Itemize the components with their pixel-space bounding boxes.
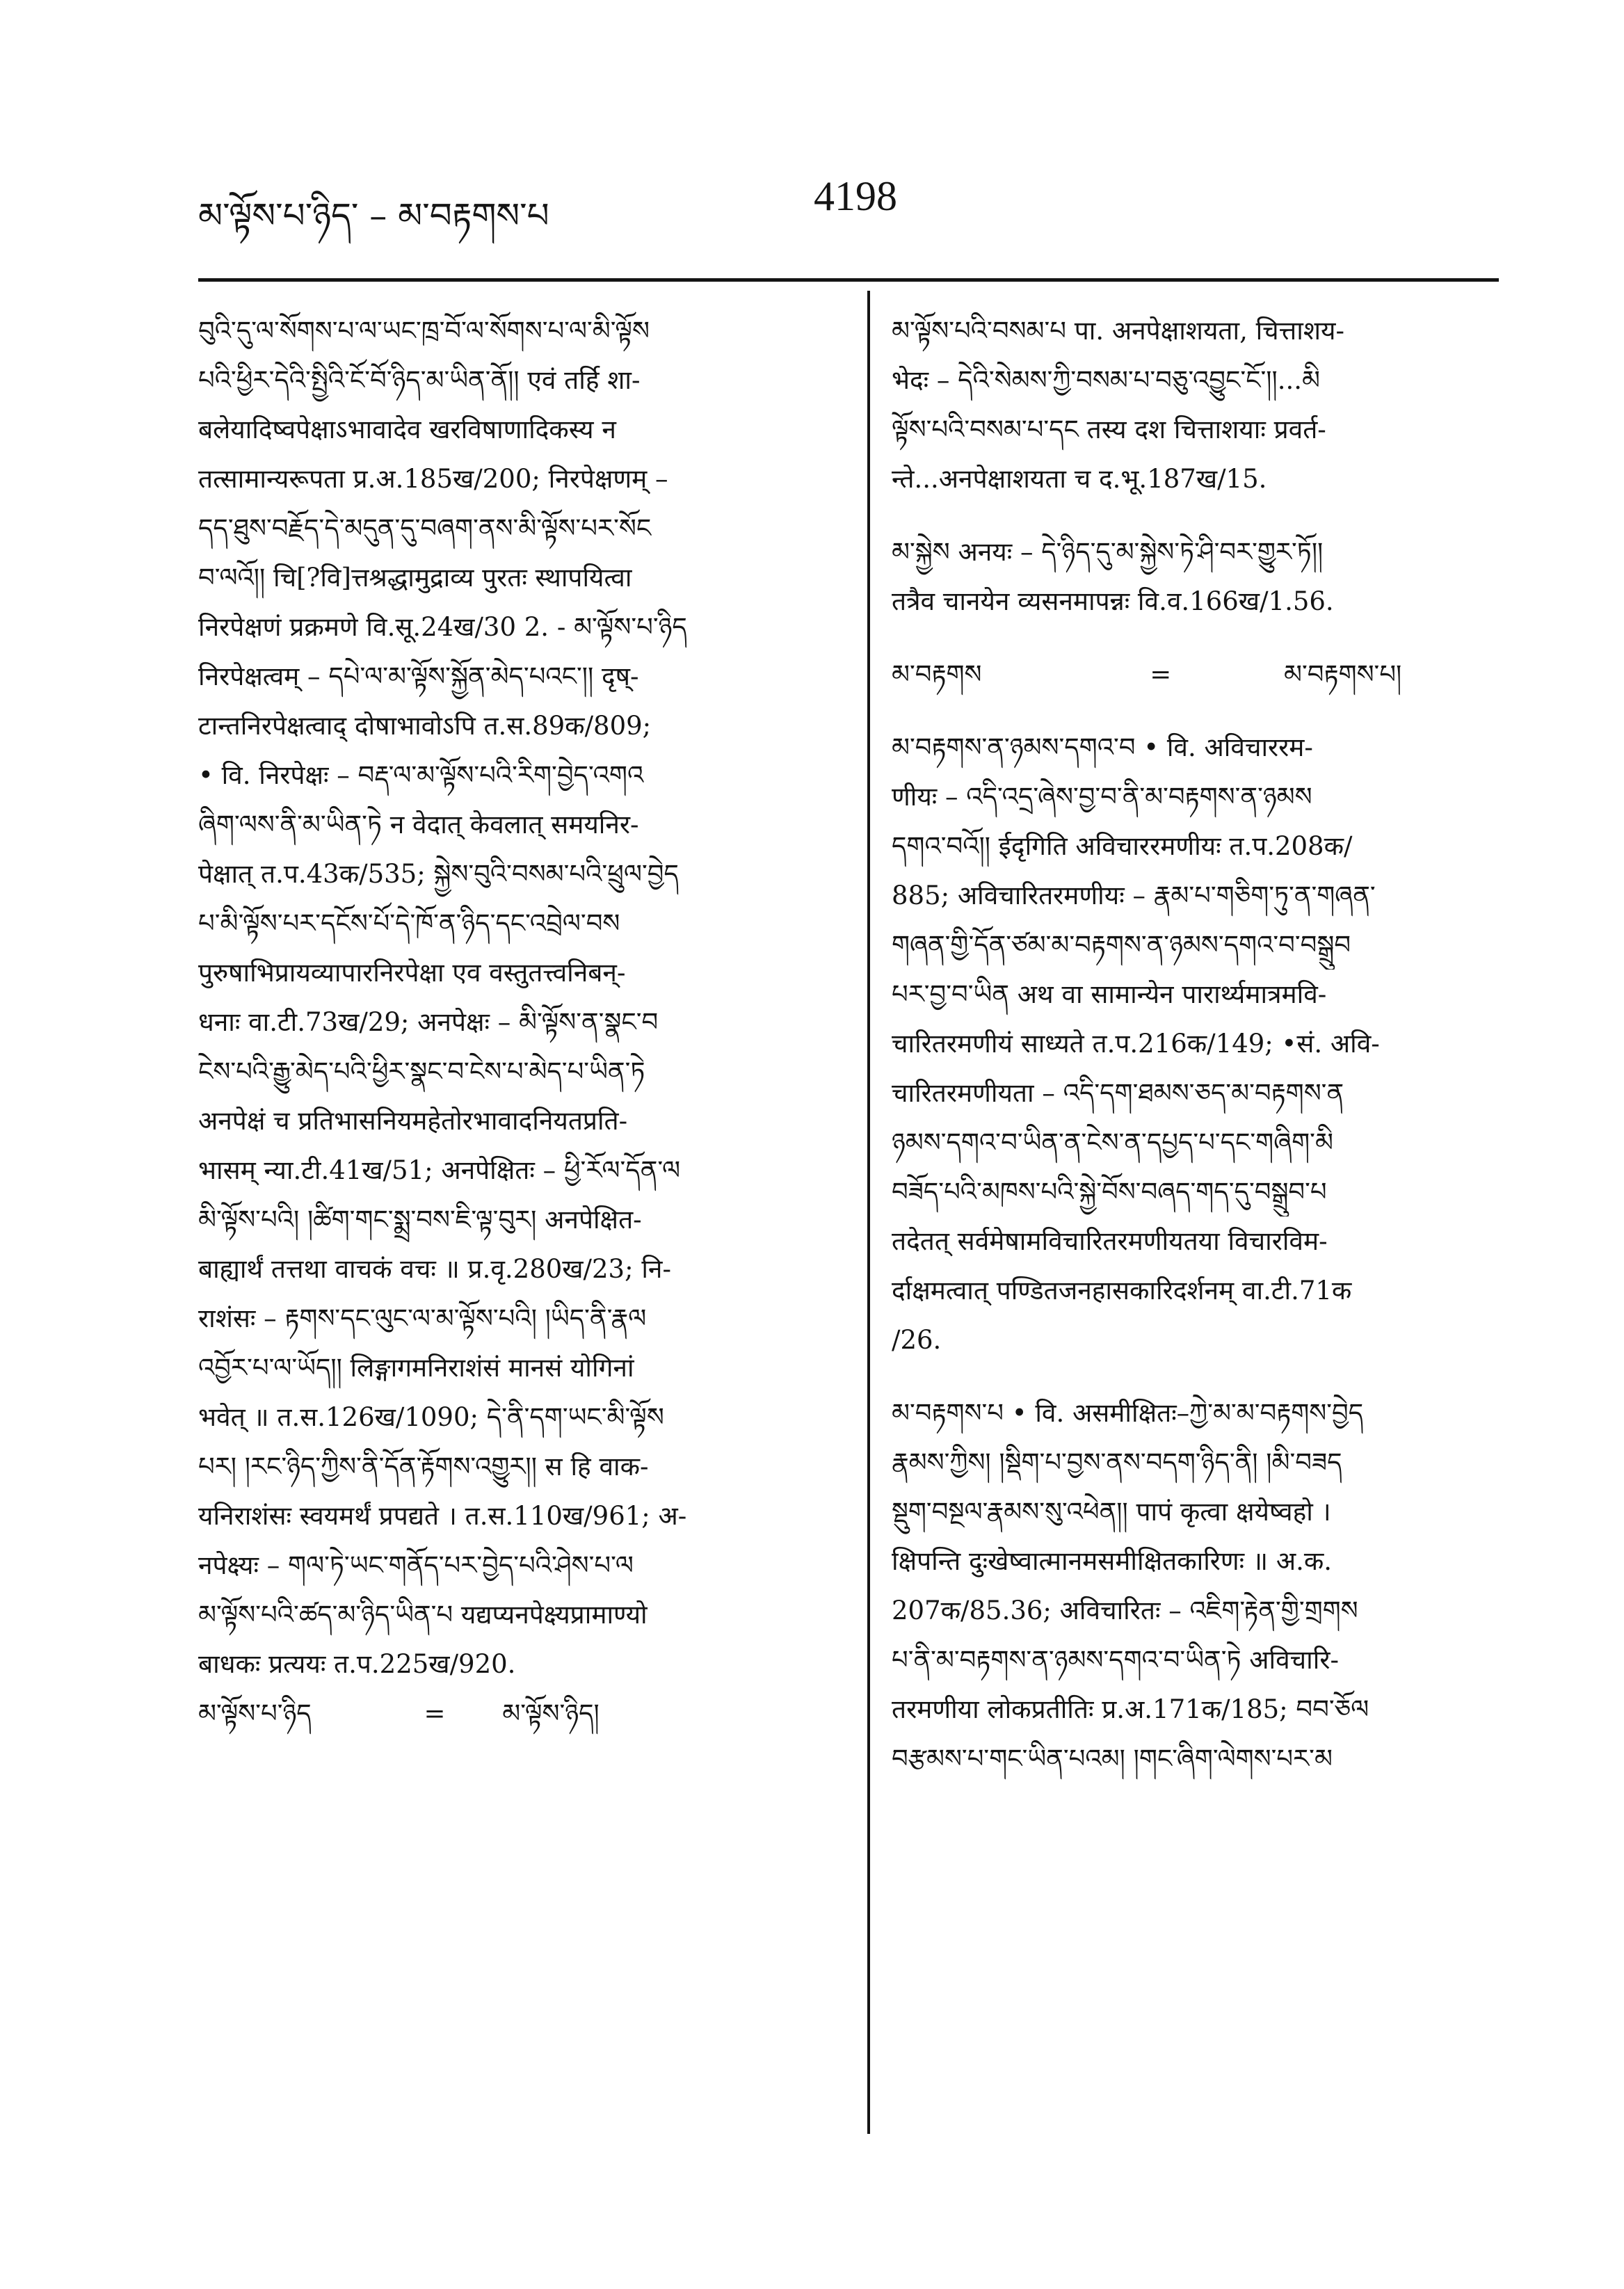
text-line: བཟོད་པའི་མཁས་པའི་སྐྱེ་བོས་བཞད་གད་དུ་བསྒྲུབ་པ (892, 1177, 1327, 1207)
text-line: བུའི་དུ་ལ་སོགས་པ་ལ་ཡང་ཁྲ་བོ་ལ་སོགས་པ་ལ་མི་ལྟོས (198, 316, 650, 346)
text-line: གཞན་གྱི་དོན་ཙམ་མ་བརྟགས་ན་ཉམས་དགའ་བ་བསྒྲུབ (892, 930, 1351, 960)
text-line: མ་བརྟགས་ན་ཉམས་དགའ་བ • वि. अविचाररम- (892, 732, 1313, 762)
right-column (892, 306, 1521, 1783)
text-line: र्दाक्षमत्वात् पण्डितजनहासकारिदर्शनम् वा.टी.71क (892, 1276, 1352, 1306)
text-line: धनाः वा.टी.73ख/29; अनपेक्षः – མི་ལྟོས་ན་སྣང་བ (198, 1007, 659, 1037)
text-line: भवेत् ॥ त.स.126ख/1090; དེ་ནི་དག་ཡང་མི་ལྟོས (198, 1402, 664, 1432)
text-line: निरपेक्षणं प्रक्रमणे वि.सू.24ख/30 2. - མ་ལྟོས་པ་ཉིད (198, 612, 687, 642)
text-line: /26. (892, 1325, 942, 1355)
text-line: पेक्षात् त.प.43क/535; སྐྱེས་བུའི་བསམ་པའི་ཕྲུལ་བྱེད (198, 859, 679, 889)
text-line: भेदः – དེའི་སེམས་ཀྱི་བསམ་པ་བཅུ་འབྱུང་ངོ་།།...མི (892, 365, 1320, 395)
text-line: རྣམས་ཀྱིས། །སྡིག་པ་བྱས་ནས་བདག་ཉིད་ནི། །མི་བཟད (892, 1447, 1342, 1477)
cross-reference-headword: མ་ལྟོས་པ་ཉིད (198, 1698, 312, 1728)
text-line: དད་ཐུས་བརྗོད་དེ་མདུན་དུ་བཞག་ནས་མི་ལྟོས་པར་སོང (198, 513, 652, 543)
page-number: 4198 (814, 173, 897, 219)
text-line: न्ते...अनपेक्षाशयता च द.भू.187ख/15. (892, 464, 1267, 494)
text-line: णीयः – འདི་འདྲ་ཞེས་བྱ་བ་ནི་མ་བརྟགས་ན་ཉམས (892, 782, 1312, 812)
text-line: བརྩམས་པ་གང་ཡིན་པའམ། །གང་ཞིག་ལེགས་པར་མ (892, 1744, 1333, 1774)
running-head-entry-range: མ་ལྟོས་པ་ཉིད་ – མ་བརྟགས་པ (198, 195, 549, 236)
text-line: तत्सामान्यरूपता प्र.अ.185ख/200; निरपेक्षणम् – (198, 464, 668, 494)
text-line: པ་མི་ལྟོས་པར་དངོས་པོ་དེ་ཁོ་ན་ཉིད་དང་འབྲེལ་བས (198, 908, 620, 938)
text-line: ལྟོས་པའི་བསམ་པ་དང तस्य दश चित्ताशयाः प्रवर्त- (892, 415, 1326, 444)
text-line: • वि. निरपेक्षः – བརྡ་ལ་མ་ལྟོས་པའི་རིག་བྱེད་འགའ (198, 760, 644, 790)
equals-sign: = (424, 1698, 446, 1728)
text-line: क्षिपन्ति दुःखेष्वात्मानमसमीक्षितकारिणः ॥ अ.क. (892, 1546, 1333, 1576)
text-line: चारितरमणीयता – འདི་དག་ཐམས་ཅད་མ་བརྟགས་ན (892, 1078, 1344, 1108)
text-line: མ་ལྟོས་པའི་ཚད་མ་ཉིད་ཡིན་པ यद्यप्यनपेक्ष्यप्रामाण्यो (198, 1600, 648, 1630)
text-line: ཞིག་ལས་ནི་མ་ཡིན་ཏེ न वेदात् केवलात् समयनिर- (198, 810, 639, 840)
text-line: निरपेक्षत्वम् – དཔེ་ལ་མ་ལྟོས་སྐྱོན་མེད་པའང་།། दृष्- (198, 661, 639, 691)
column-divider (867, 291, 870, 2134)
equals-sign: = (1150, 659, 1172, 689)
text-line: པ་ནི་མ་བརྟགས་ན་ཉམས་དགའ་བ་ཡིན་ཏེ अविचारि- (892, 1645, 1339, 1675)
text-line: མ་བརྟགས་པ • वि. असमीक्षितः–ཀྱེ་མ་མ་བརྟགས་བྱེད (892, 1398, 1364, 1428)
text-line: བ་ལའོ།། चि[?वि]त्तश्रद्धामुद्राव्य पुरतः स्थापयित्वा (198, 563, 632, 593)
page-header (0, 0, 1624, 264)
text-line: तत्रैव चानयेन व्यसनमापन्नः वि.व.166ख/1.56. (892, 586, 1334, 616)
text-line: टान्तनिरपेक्षत्वाद् दोषाभावोऽपि त.स.89क/809; (198, 711, 652, 741)
text-line: भासम् न्या.टी.41ख/51; अनपेक्षितः – ཕྱི་རོལ་དོན་ལ (198, 1155, 681, 1185)
text-line: चारितरमणीयं साध्यते त.प.216क/149; •सं. अवि- (892, 1029, 1380, 1059)
text-line: དགའ་བའོ།། ईदृगिति अविचाररमणीयः त.प.208क/ (892, 831, 1353, 861)
text-line: पुरुषाभिप्रायव्यापारनिरपेक्षा एव वस्तुतत्त्वनिबन्- (198, 958, 626, 988)
text-line: མི་ལྟོས་པའི། །ཚིག་གང་སྨྲ་བས་ཇི་ལྟ་བུར། अनपेक्षित- (198, 1205, 642, 1235)
text-line: यनिराशंसः स्वयमर्थं प्रपद्यते । त.स.110ख/961; अ- (198, 1501, 687, 1531)
cross-reference-headword: མ་བརྟགས (892, 659, 982, 689)
text-line: སྡུག་བསྔལ་རྣམས་སུ་འཕེན།། पापं कृत्वा क्षयेष्वहो । (892, 1497, 1331, 1527)
text-line: नपेक्ष्यः – གལ་ཏེ་ཡང་གནོད་པར་བྱེད་པའི་ཤེས་པ་ལ (198, 1550, 634, 1580)
text-line: པའི་ཕྱིར་དེའི་སྤྱིའི་ངོ་བོ་ཉིད་མ་ཡིན་ནོ།། एवं तर्हि शा- (198, 365, 641, 395)
text-line: 885; अविचारितरमणीयः – རྣམ་པ་གཅིག་ཏུ་ན་གཞན་ (892, 881, 1376, 910)
text-line: མ་ལྟོས་པའི་བསམ་པ पा. अनपेक्षाशयता, चित्ताशय- (892, 316, 1344, 346)
text-line: ངེས་པའི་རྒྱུ་མེད་པའི་ཕྱིར་སྣང་བ་ངེས་པ་མེད་པ་ཡིན་ཏེ (198, 1057, 645, 1086)
text-line: अनपेक्षं च प्रतिभासनियमहेतोरभावादनियतप्रति- (198, 1106, 628, 1136)
cross-reference-entry (892, 650, 1521, 699)
text-line: 207क/85.36; अविचारितः – འཇིག་རྟེན་གྱི་གྲགས (892, 1596, 1358, 1625)
left-column (198, 306, 849, 1738)
text-line: तरमणीया लोकप्रतीतिः प्र.अ.171क/185; བབ་ཅོལ (892, 1694, 1369, 1724)
text-line: མ་སྐྱེས अनयः – དེ་ཉིད་དུ་མ་སྐྱེས་ཏེ་ཤི་བར་གྱུར་ཏོ།། (892, 537, 1324, 567)
text-line: འབྱོར་པ་ལ་ཡོད།། लिङ्गागमनिराशंसं मानसं योगिनां (198, 1353, 634, 1383)
header-rule (198, 278, 1499, 282)
cross-reference-target: མ་ལྟོས་ཉིད། (502, 1698, 600, 1728)
cross-reference-entry (198, 1689, 849, 1738)
text-line: बलेयादिष्वपेक्षाऽभावादेव खरविषाणादिकस्य न (198, 415, 616, 444)
text-line: तदेतत् सर्वमेषामविचारितरमणीयतया विचारविम- (892, 1226, 1328, 1256)
text-line: པར་བྱ་བ་ཡིན अथ वा सामान्येन पारार्थ्यमात्रमवि- (892, 979, 1327, 1009)
text-line: राशंसः – རྟགས་དང་ལུང་ལ་མ་ལྟོས་པའི། །ཡིད་ནི་རྣལ (198, 1303, 647, 1333)
text-line: बाधकः प्रत्ययः त.प.225ख/920. (198, 1649, 516, 1679)
text-line: པར། །རང་ཉིད་ཀྱིས་ནི་དོན་རྟོགས་འགྱུར།། स हि वाक- (198, 1452, 649, 1481)
text-line: ཉམས་དགའ་བ་ཡིན་ན་ངེས་ན་དཔྱད་པ་དང་གཞིག་མི (892, 1127, 1333, 1157)
text-line: बाह्यार्थं तत्तथा वाचकं वचः ॥ प्र.वृ.280ख/23; नि- (198, 1254, 671, 1284)
cross-reference-target: མ་བརྟགས་པ། (1284, 659, 1402, 689)
